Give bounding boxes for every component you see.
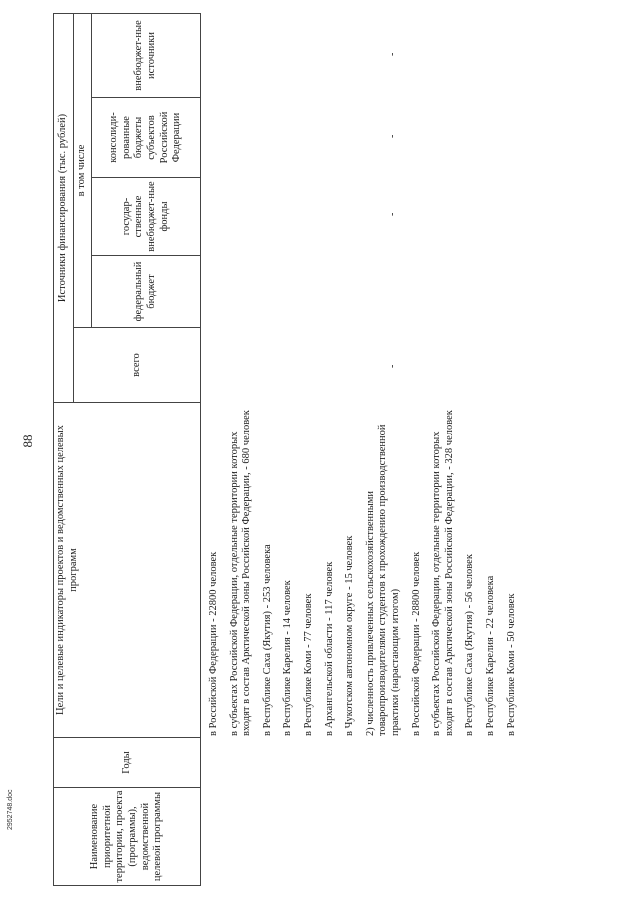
header-federal-cell — [92, 256, 201, 328]
header-name: Наименование приоритетной территории, проекта (программы), ведомственной целевой программы — [89, 790, 164, 883]
goals-item: в Республике Саха (Якутия) - 56 человек — [464, 554, 476, 736]
header-total-cell — [74, 328, 201, 403]
header-extrabudget: внебюджет-ные источники — [133, 20, 157, 91]
header-funding-title: Источники финансирования (тыс. рублей) — [57, 113, 69, 303]
goals-item: в субъектах Российской Федерации, отдельные территории которых входят в состав Арктической зоны Российской Федерации, - 680 человек — [228, 410, 253, 736]
header-incl-cell — [74, 13, 92, 327]
header-consolidated-cell — [92, 98, 201, 178]
header-funding-title-cell — [54, 13, 74, 402]
goals-item: в Республике Карелия - 22 человека — [484, 575, 496, 736]
header-years: Годы — [120, 751, 132, 774]
consolidated-dash: - — [387, 134, 398, 138]
goals-item: в Республике Коми - 50 человек — [505, 593, 517, 736]
header-state-funds-cell — [92, 178, 201, 256]
goals-item: в Республике Карелия - 14 человек — [282, 580, 294, 736]
extrabudget-dash: - — [387, 52, 398, 56]
goals-item: в Республике Саха (Якутия) - 253 человека — [261, 544, 273, 736]
header-years-cell — [54, 738, 201, 788]
goals-item: в Республике Коми - 77 человек — [302, 593, 314, 736]
header-name-cell — [54, 788, 201, 886]
header-consolidated: консолиди-рованные бюджеты субъектов Российской Федерации — [108, 111, 183, 164]
header-goals: Цели и целевые индикаторы проектов и ведомственных целевых программ — [55, 425, 79, 715]
goals-item: в Архангельской области - 117 человек — [323, 561, 335, 736]
goals-item: 2) численность привлеченных сельскохозяйственными товаропроизводителями студентов к прохождению производственной практики (нарастающим итогом) — [364, 424, 401, 736]
state-funds-dash: - — [387, 212, 398, 216]
page-number: 88 — [20, 434, 35, 448]
goals-item: в Чукотском автономном округе - 15 человек — [344, 535, 356, 736]
document-file-code: 2952748.doc — [7, 789, 14, 830]
header-federal: федеральный бюджет — [133, 261, 157, 322]
rotated-landscape-content — [18, 14, 620, 886]
header-state-funds: государ-ственные внебюджет-ные фонды — [120, 181, 170, 252]
goals-item: в Российской Федерации - 28800 человек — [410, 551, 422, 736]
total-dash: - — [387, 364, 398, 368]
financing-table-header — [53, 13, 201, 886]
header-goals-cell — [54, 403, 201, 738]
goals-item: в Российской Федерации - 22800 человек — [208, 551, 219, 736]
header-extrabudget-cell — [92, 13, 201, 97]
header-total: всего — [130, 353, 142, 377]
header-incl: в том числе — [76, 144, 88, 197]
goals-indicators-list — [208, 403, 526, 736]
goals-item: в субъектах Российской Федерации, отдельные территории которых входят в состав Арктической зоны Российской Федерации, - 328 человек — [431, 410, 455, 736]
